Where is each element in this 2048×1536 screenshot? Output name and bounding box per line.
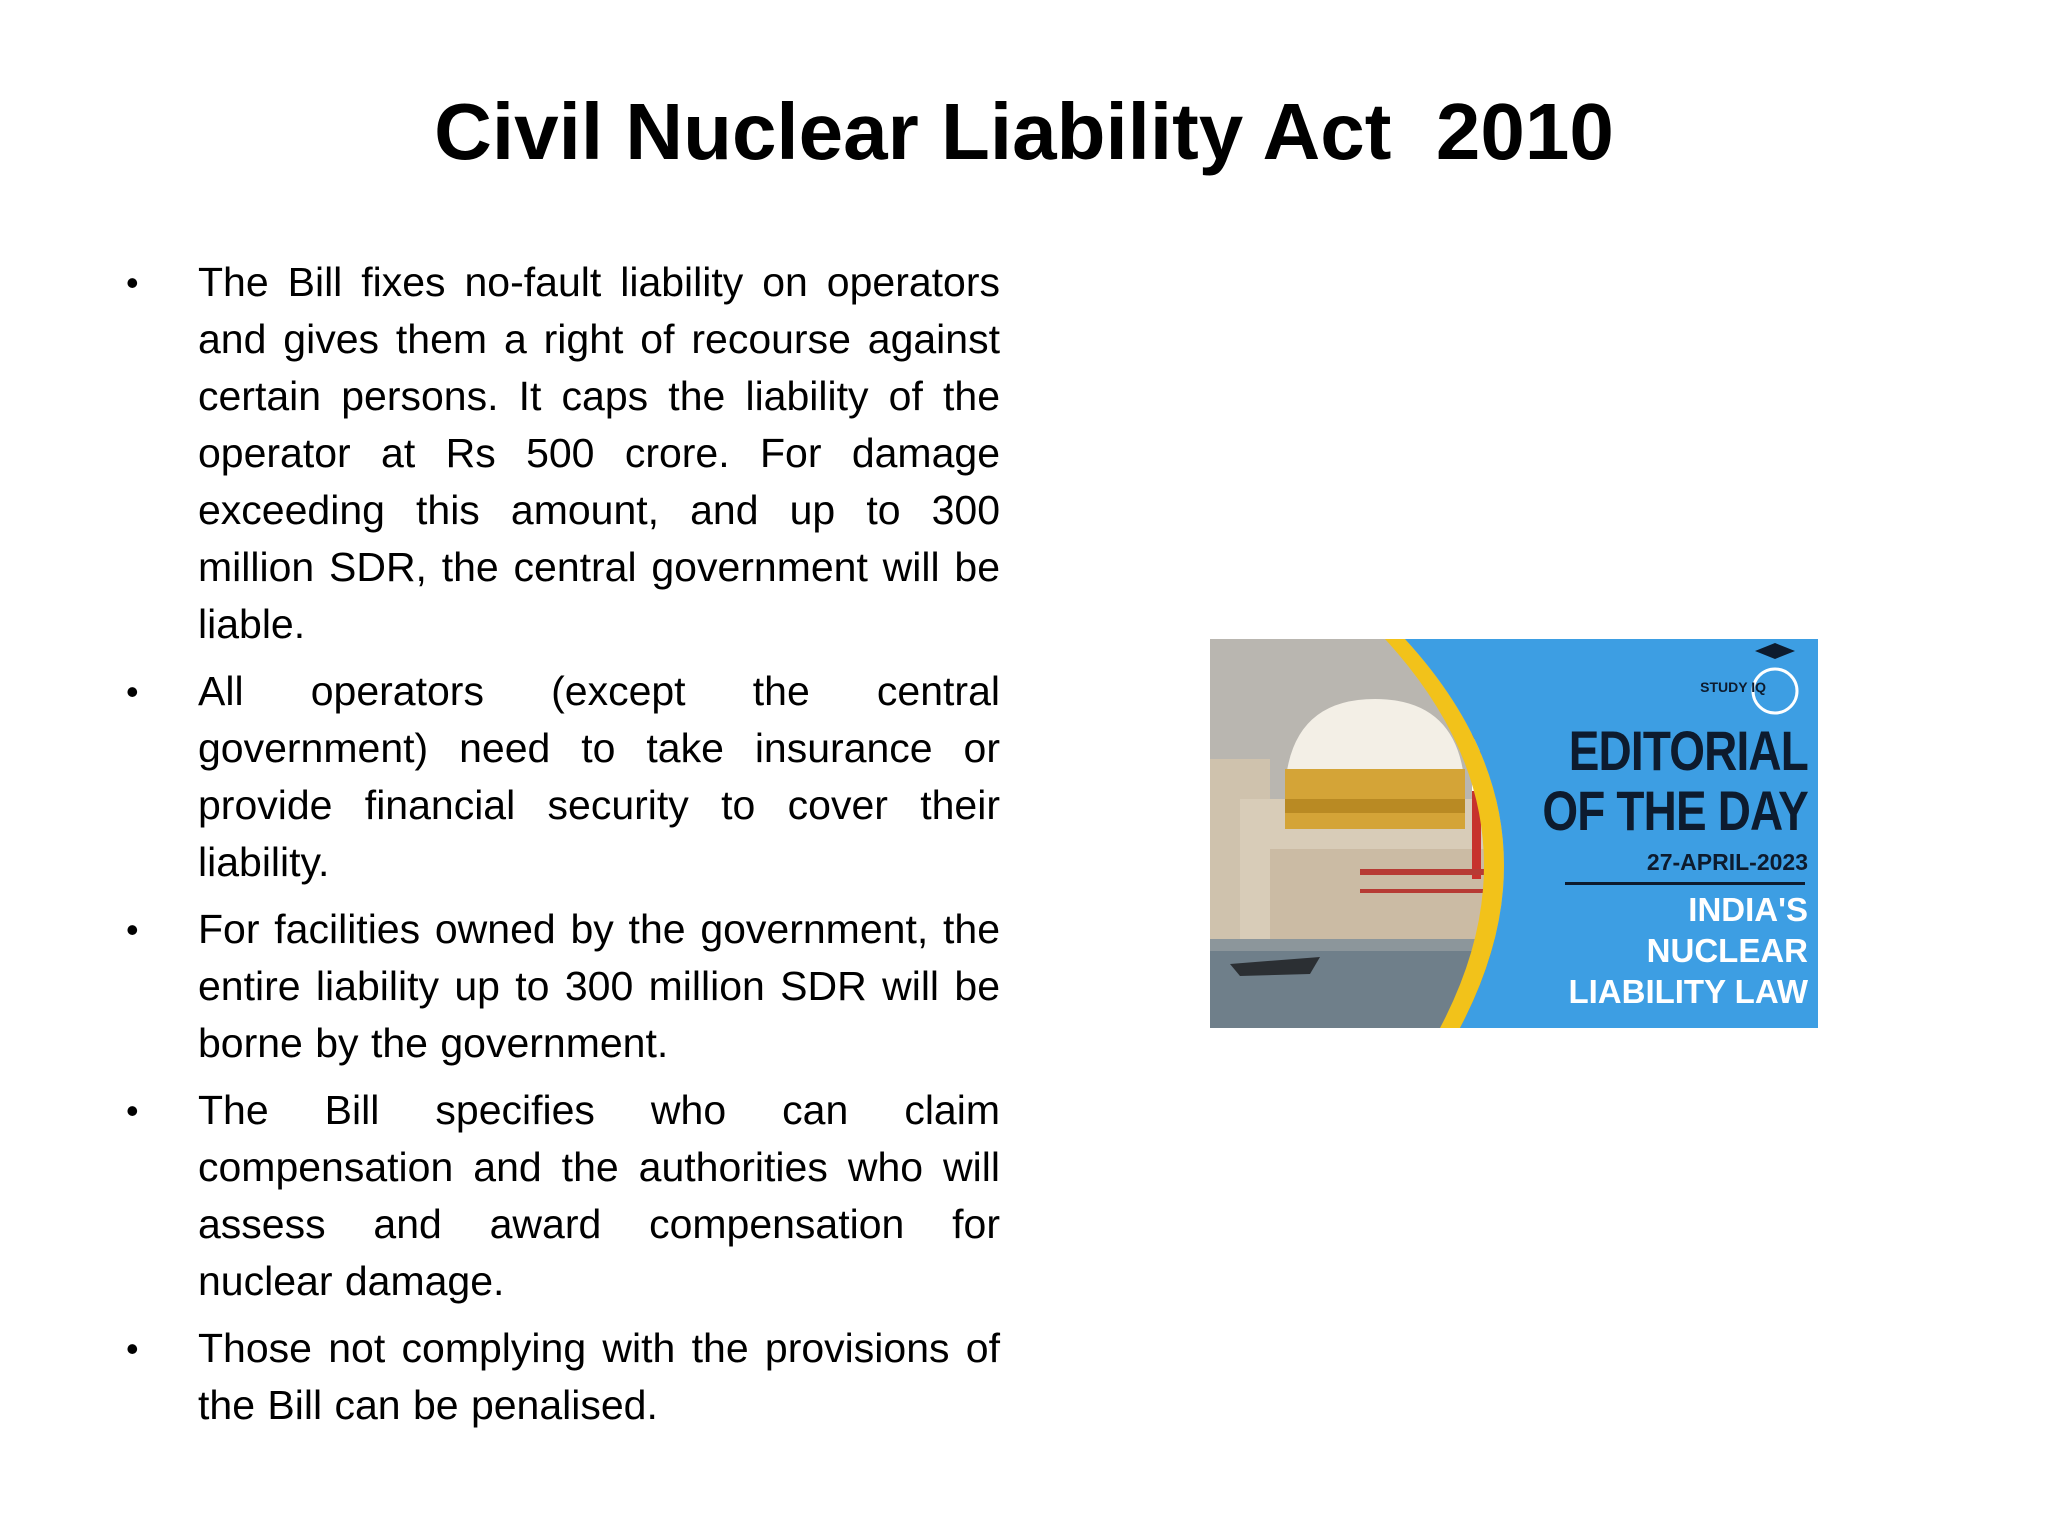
bullet-item xyxy=(120,901,1000,1072)
bullet-text-3: For facilities owned by the government, the entire liability up to 300 million SDR will be borne by the government. xyxy=(198,906,1000,1066)
bullet-text-2: All operators (except the central government) need to take insurance or provide financial security to cover their liability. xyxy=(198,668,1000,885)
bullet-item xyxy=(120,254,1000,653)
bullet-icon: • xyxy=(126,1090,139,1131)
bullet-text-4: The Bill specifies who can claim compensation and the authorities who will assess and award compensation for nuclear damage. xyxy=(198,1087,1000,1304)
slide-title: Civil Nuclear Liability Act 2010 xyxy=(434,87,1614,176)
editorial-topic xyxy=(1568,889,1808,1012)
bullet-icon: • xyxy=(126,262,139,303)
bullet-item xyxy=(120,663,1000,891)
bullet-list xyxy=(120,254,1000,1444)
bullet-icon: • xyxy=(126,909,139,950)
topic-line-3: LIABILITY LAW xyxy=(1568,973,1808,1010)
topic-line-2: NUCLEAR xyxy=(1646,932,1808,969)
bullet-text-5: Those not complying with the provisions of the Bill can be penalised. xyxy=(198,1325,1000,1428)
topic-line-1: INDIA'S xyxy=(1688,891,1808,928)
editorial-date: 27-APRIL-2023 xyxy=(1646,849,1808,875)
studyiq-logo: STUDY IQ xyxy=(1700,679,1766,695)
bullet-icon: • xyxy=(126,1328,139,1369)
bullet-item xyxy=(120,1082,1000,1310)
bullet-item xyxy=(120,1320,1000,1434)
bullet-icon: • xyxy=(126,671,139,712)
editorial-thumbnail xyxy=(1210,639,1818,1028)
editorial-headline xyxy=(1484,721,1808,841)
bullet-text-1: The Bill fixes no-fault liability on operators and gives them a right of recourse against certain persons. It caps the liability of the operator at Rs 500 crore. For damage exceeding this amount, and up to 300 million SDR, the central government will be liable. xyxy=(198,259,1000,647)
headline-line-1: EDITORIAL xyxy=(1568,719,1808,782)
headline-line-2: OF THE DAY xyxy=(1542,779,1808,842)
